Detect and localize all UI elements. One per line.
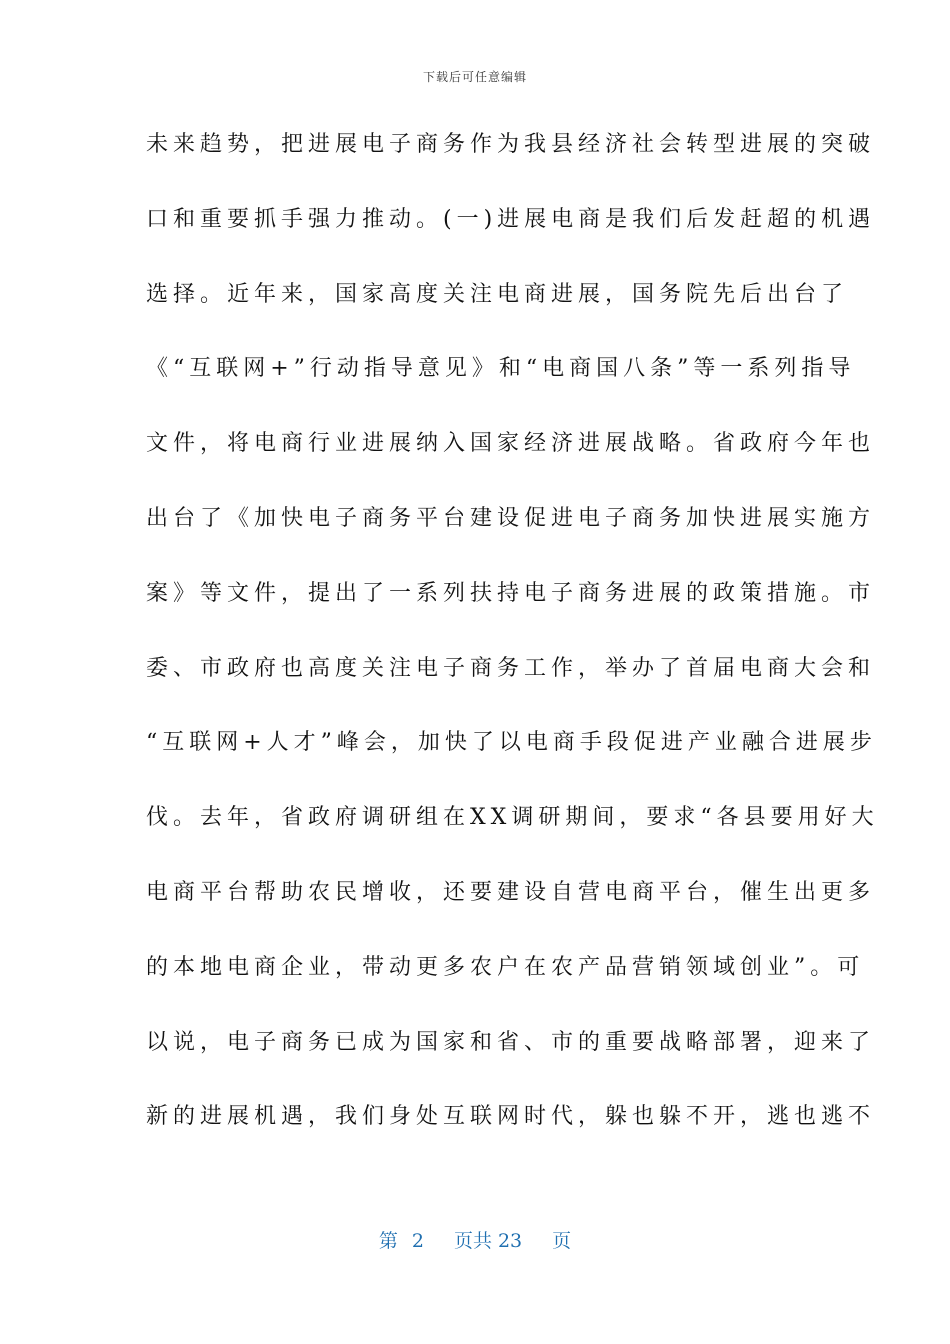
text-line: 的本地电商企业，带动更多农户在农产品营销领域创业”。可	[146, 954, 865, 980]
text-line: 电商平台帮助农民增收，还要建设自营电商平台，催生出更多	[146, 879, 876, 905]
total-pages: 23	[497, 1230, 523, 1252]
text-line: 新的进展机遇，我们身处互联网时代，躲也躲不开，逃也逃不	[146, 1104, 876, 1130]
text-line: “互联网+人才”峰会，加快了以电商手段促进产业融合进展步	[146, 730, 877, 756]
text-line: 未来趋势，把进展电子商务作为我县经济社会转型进展的突破	[146, 132, 876, 157]
text-line: 以说，电子商务已成为国家和省、市的重要战略部署，迎来了	[146, 1029, 876, 1055]
page-number: 2	[411, 1230, 424, 1252]
text-line: 口和重要抓手强力推动。(一)进展电商是我们后发赶超的机遇	[146, 206, 876, 232]
text-line: 伐。去年，省政府调研组在XX调研期间，要求“各县要用好大	[146, 805, 879, 831]
footer-middle: 页共	[453, 1230, 492, 1252]
document-body	[146, 126, 879, 1173]
text-line: 选择。近年来，国家高度关注电商进展，国务院先后出台了	[146, 281, 849, 307]
footer-suffix: 页	[552, 1230, 572, 1252]
text-line: 委、市政府也高度关注电子商务工作，举办了首届电商大会和	[146, 655, 876, 681]
page-footer	[0, 1226, 950, 1253]
text-line: 出台了《加快电子商务平台建设促进电子商务加快进展实施方	[146, 505, 876, 531]
footer-prefix: 第	[378, 1230, 398, 1252]
text-line: 文件，将电商行业进展纳入国家经济进展战略。省政府今年也	[146, 431, 876, 457]
text-line: 《“互联网+”行动指导意见》和“电商国八条”等一系列指导	[146, 356, 856, 382]
header-note: 下载后可任意编辑	[422, 70, 527, 84]
text-line: 案》等文件，提出了一系列扶持电子商务进展的政策措施。市	[146, 580, 876, 606]
